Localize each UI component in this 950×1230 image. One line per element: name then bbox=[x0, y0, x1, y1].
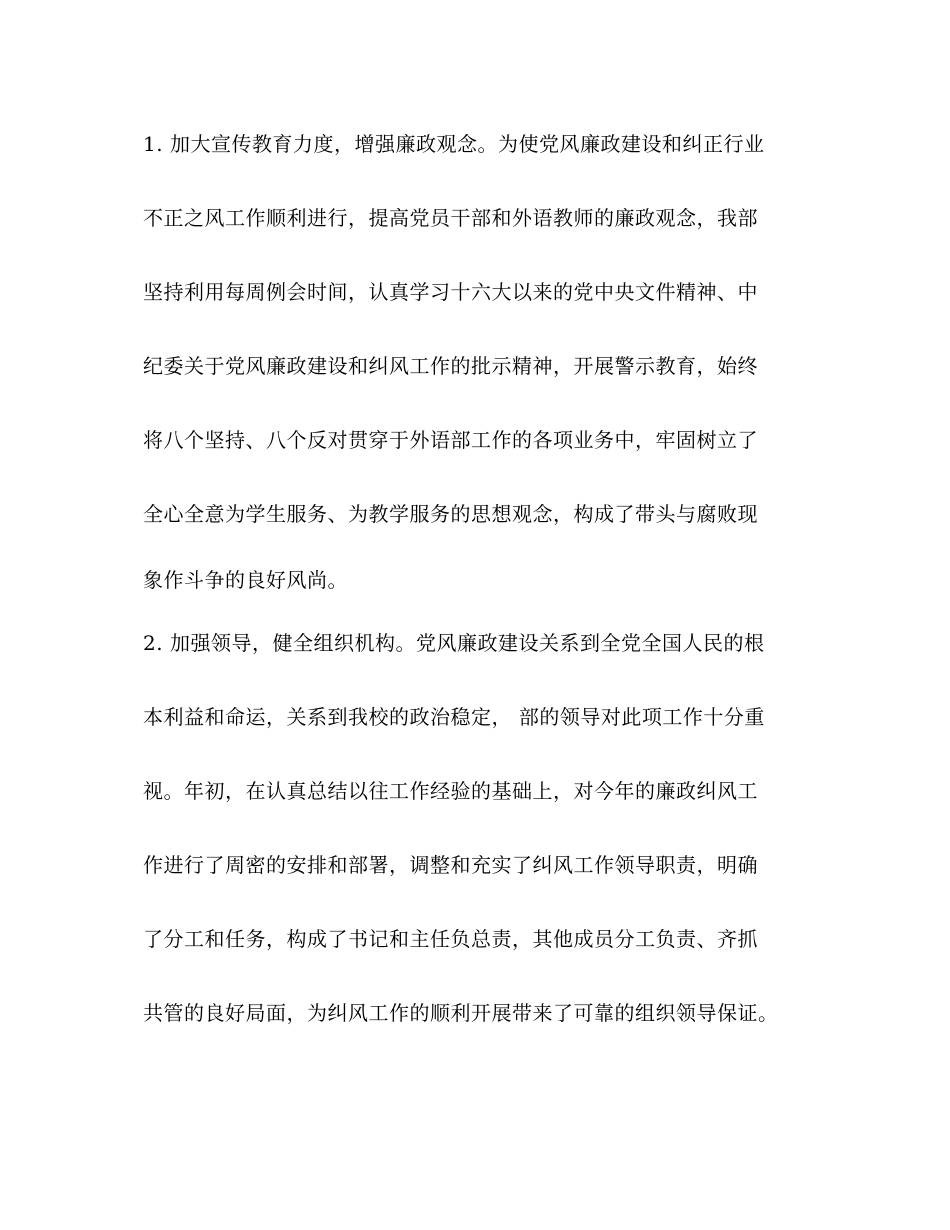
paragraph-1-line-2: 不正之风工作顺利进行，提高党员干部和外语教师的廉政观念，我部 bbox=[143, 206, 758, 230]
paragraph-2-line-2: 本利益和命运，关系到我校的政治稳定， 部的领导对此项工作十分重 bbox=[143, 705, 765, 729]
paragraph-1-line-4: 纪委关于党风廉政建设和纠风工作的批示精神，开展警示教育，始终 bbox=[143, 354, 758, 378]
paragraph-1-line-7: 象作斗争的良好风尚。 bbox=[143, 568, 348, 592]
paragraph-2-line-5: 了分工和任务，构成了书记和主任负总责，其他成员分工负责、齐抓 bbox=[143, 927, 758, 951]
paragraph-1-line-3: 坚持利用每周例会时间，认真学习十六大以来的党中央文件精神、中 bbox=[143, 280, 758, 304]
paragraph-1-line-1: 1. 加大宣传教育力度，增强廉政观念。为使党风廉政建设和纠正行业 bbox=[143, 132, 765, 156]
paragraph-2-line-4: 作进行了周密的安排和部署，调整和充实了纠风工作领导职责，明确 bbox=[143, 853, 758, 877]
paragraph-2-line-3: 视。年初，在认真总结以往工作经验的基础上，对今年的廉政纠风工 bbox=[143, 779, 758, 803]
paragraph-2-line-1: 2. 加强领导，健全组织机构。党风廉政建设关系到全党全国人民的根 bbox=[143, 631, 765, 655]
paragraph-1-line-5: 将八个坚持、八个反对贯穿于外语部工作的各项业务中，牢固树立了 bbox=[143, 428, 758, 452]
paragraph-2-line-6: 共管的良好局面，为纠风工作的顺利开展带来了可靠的组织领导保证。 bbox=[143, 1001, 779, 1025]
paragraph-1-line-6: 全心全意为学生服务、为教学服务的思想观念，构成了带头与腐败现 bbox=[143, 502, 758, 526]
